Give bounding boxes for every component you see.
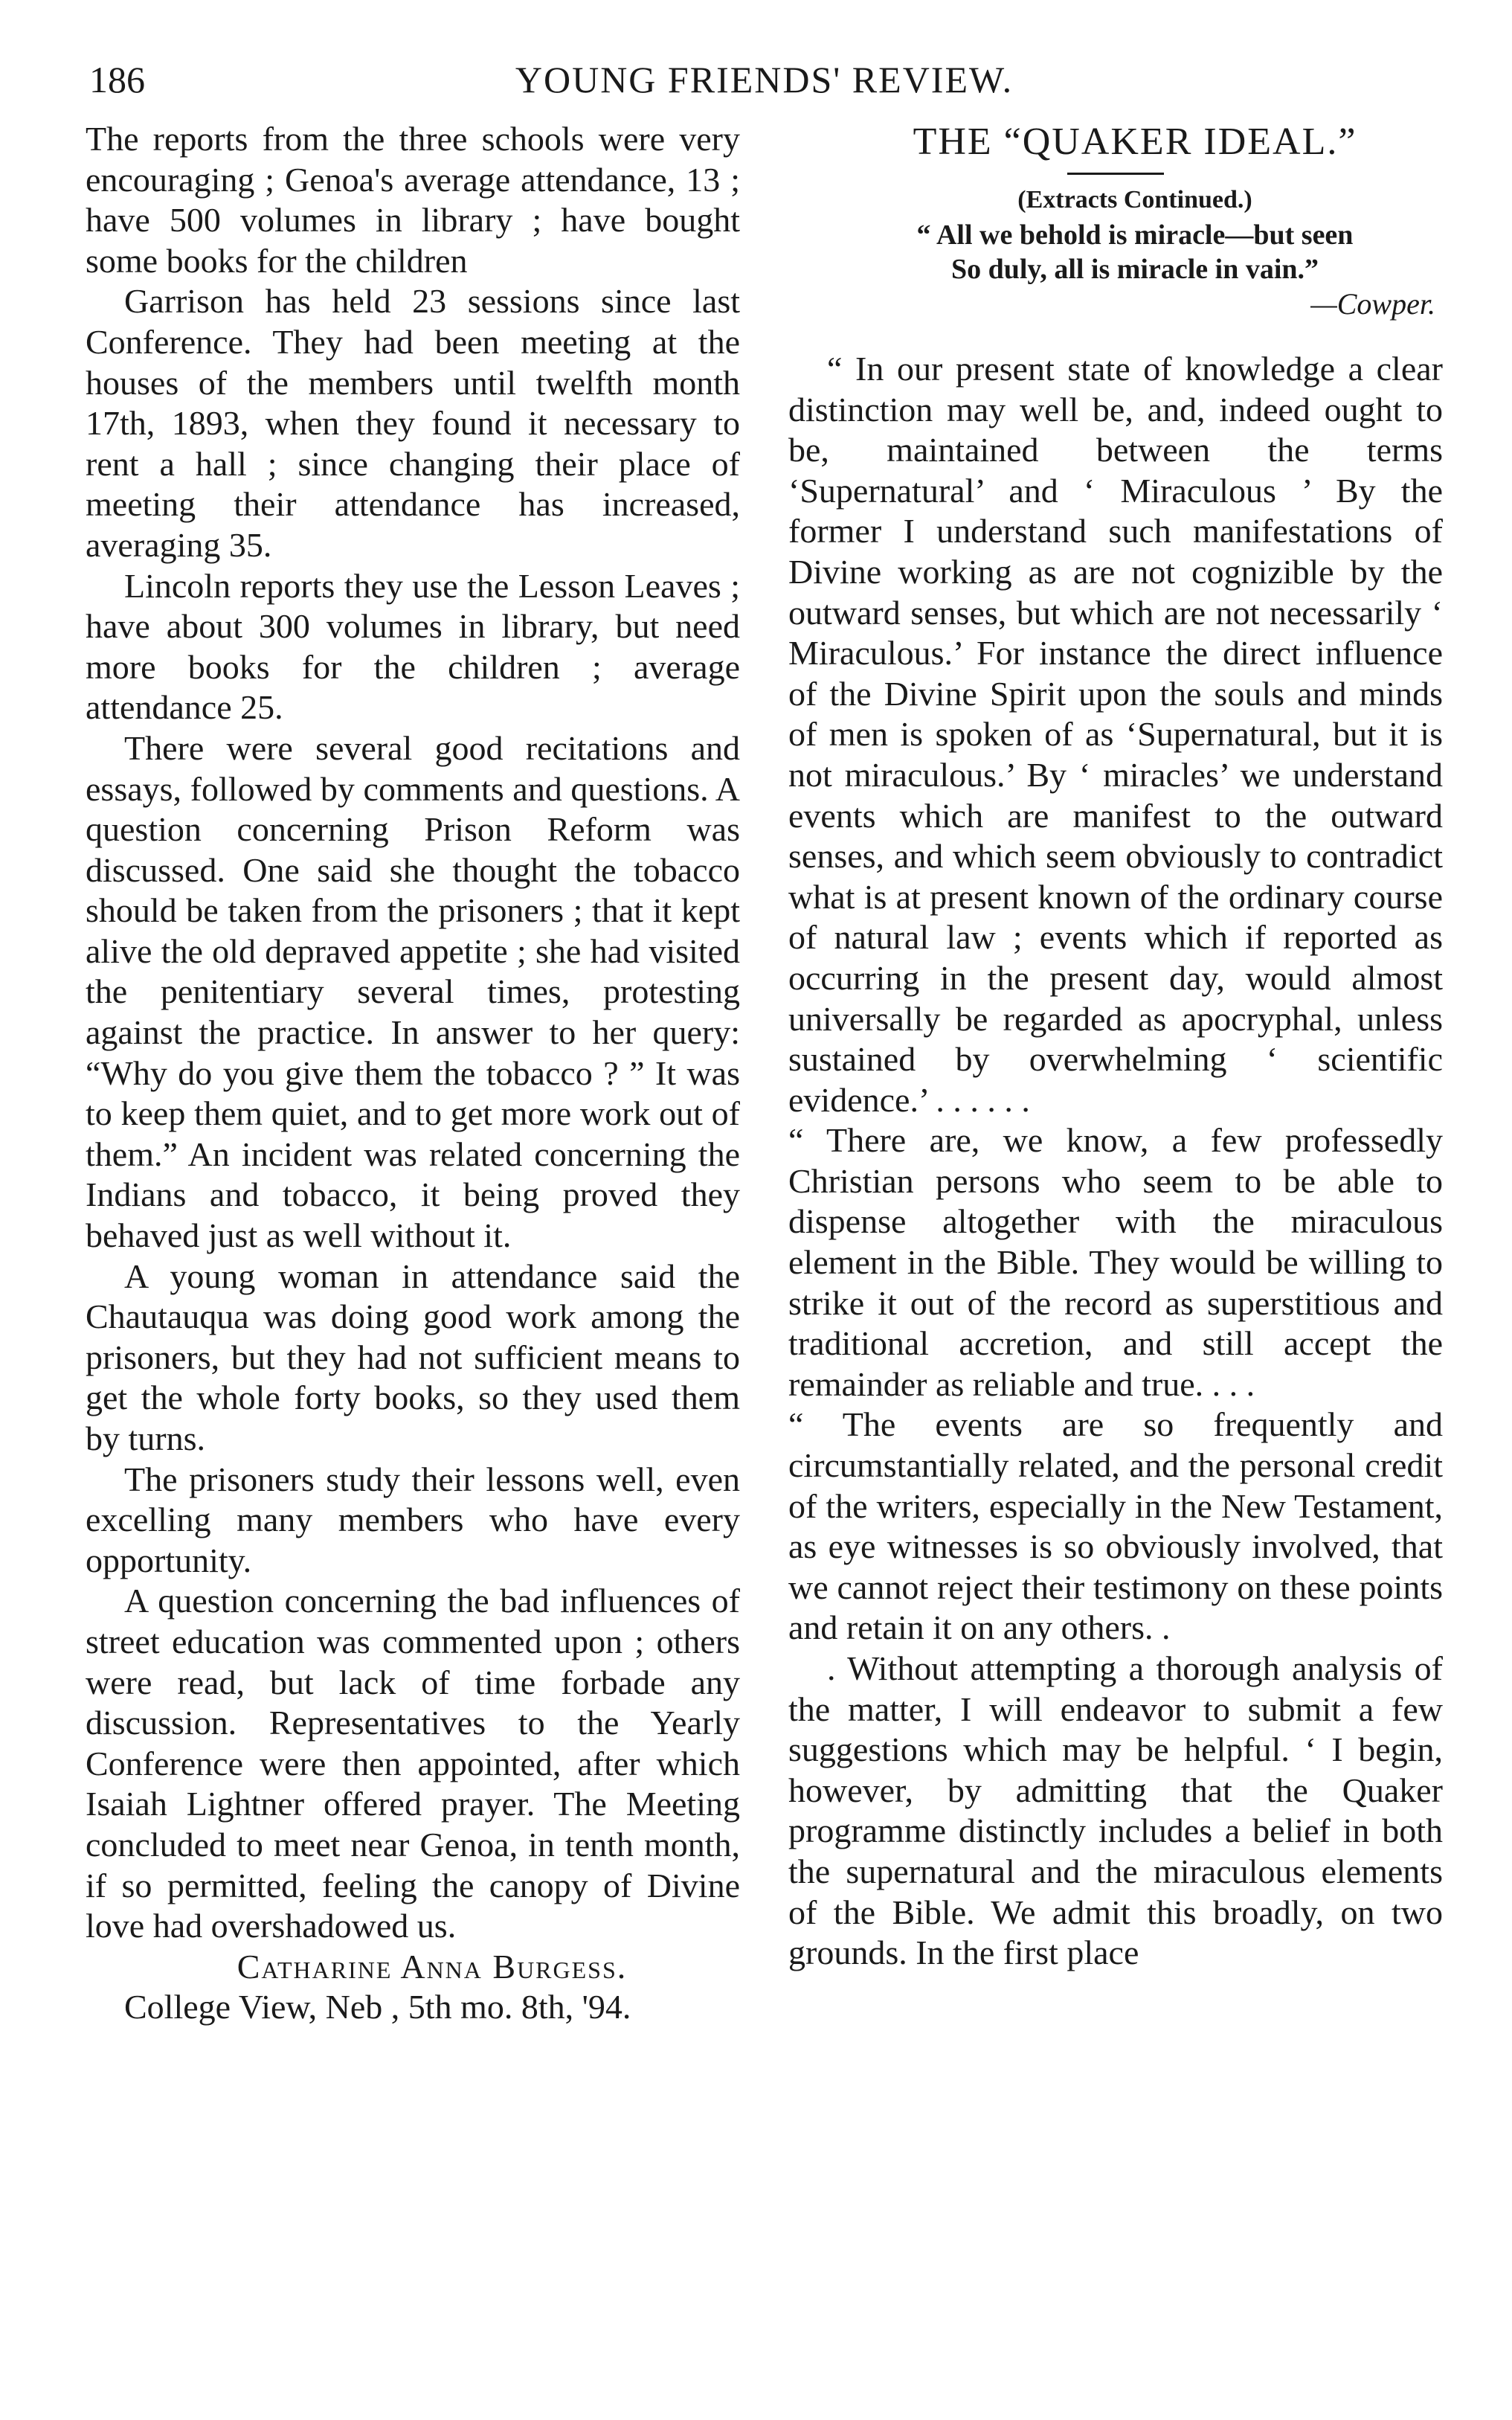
page-number: 186 — [89, 59, 145, 100]
paragraph: “ In our present state of knowledge a clear distinction may well be, and, indeed ought to be, maintained between the terms ‘Supernatural’ and ‘ Miraculous ’ By the former I understand such manifestations of Divine working as are not cognizible by the outward senses, but which are not necessarily ‘ Miraculous.’ For instance the direct influence of the Divine Spirit upon the souls and minds of men is spoken of as ‘Supernatural, but it is not miraculous.’ By ‘ miracles’ we understand events which are manifest to the outward senses, and which seem obviously to contradict what is at present known of the ordinary course of natural law ; events which if reported as occurring in the present day, would almost universally be regarded as apocryphal, unless sustained by overwhelming ‘ scientific evidence.’ . . . . . . — [788, 350, 1443, 1119]
title-rule — [1067, 173, 1164, 175]
paragraph: The reports from the three schools were very encouraging ; Genoa's average attendance, 13 ; have 500 volumes in library ; have bought some books for the children — [86, 120, 740, 280]
epigraph — [788, 218, 1443, 322]
left-column — [86, 119, 740, 2028]
paragraph: Lincoln reports they use the Lesson Leaves ; have about 300 volumes in library, but need more books for the children ; average attendance 25. — [86, 566, 740, 727]
paragraph: A question concerning the bad influences of street education was commented upon ; others were read, but lack of time forbade any discussion. Representatives to the Yearly Conference were then appointed, after which Isaiah Lightner offered prayer. The Meeting concluded to meet near Genoa, in tenth month, if so permitted, feeling the canopy of Divine love had overshadowed us. — [86, 1582, 740, 1945]
author-signature: Catharine Anna Burgess. — [237, 1947, 628, 1986]
epigraph-line: “ All we behold is miracle—but seen — [916, 219, 1354, 251]
paragraph: The prisoners study their lessons well, even excelling many members who have every opportunity. — [86, 1460, 740, 1579]
paragraph: “ There are, we know, a few professedly Christian persons who seem to be able to dispense altogether with the miraculous element in the Bible. They would be willing to strike it out of the record as superstitious and traditional accretion, and still accept the remainder as reliable and true. . . . — [788, 1121, 1443, 1403]
journal-title: YOUNG FRIENDS' REVIEW. — [515, 59, 1014, 100]
dateline: College View, Neb , 5th mo. 8th, '94. — [124, 1988, 631, 2026]
paragraph: “ The events are so frequently and circumstantially related, and the personal credit of the writers, especially in the New Testament, as eye witnesses is so obviously involved, that we cannot reject their testimony on these points and retain it on any others. . — [788, 1405, 1443, 1647]
running-header — [89, 54, 1439, 106]
paragraph: Garrison has held 23 sessions since last Conference. They had been meeting at the houses of the members until twelfth month 17th, 1893, when they found it necessary to rent a hall ; since changing their place of meeting their attendance has increased, averaging 35. — [86, 282, 740, 564]
paragraph: . Without attempting a thorough analysis of the matter, I will endeavor to submit a few suggestions which may be helpful. ‘ I begin, however, by admitting that the Quaker programme distinctly includes a belief in both the supernatural and the miraculous elements of the Bible. We admit this broadly, on two grounds. In the first place — [788, 1649, 1443, 1972]
epigraph-author: —Cowper. — [1310, 287, 1435, 321]
paragraph: There were several good recitations and essays, followed by comments and questions. A question concerning Prison Reform was discussed. One said she thought the tobacco should be taken from the prisoners ; that it kept alive the old depraved appetite ; she had visited the penitentiary several times, protesting against the practice. In answer to her query: “Why do you give them the tobacco ? ” It was to keep them quiet, and to get more work out of them.” An incident was related concerning the Indians and tobacco, it being proved they behaved just as well without it. — [86, 728, 740, 1255]
spacer — [788, 322, 1443, 349]
article-title: THE “QUAKER IDEAL.” — [913, 121, 1357, 163]
article-subtitle: (Extracts Continued.) — [1017, 186, 1252, 214]
right-column — [788, 119, 1443, 1974]
epigraph-line: So duly, all is miracle in vain.” — [950, 254, 1319, 285]
paragraph: A young woman in attendance said the Chautauqua was doing good work among the prisoners, but they had not sufficient means to get the whole forty books, so they used them by turns. — [86, 1256, 740, 1457]
